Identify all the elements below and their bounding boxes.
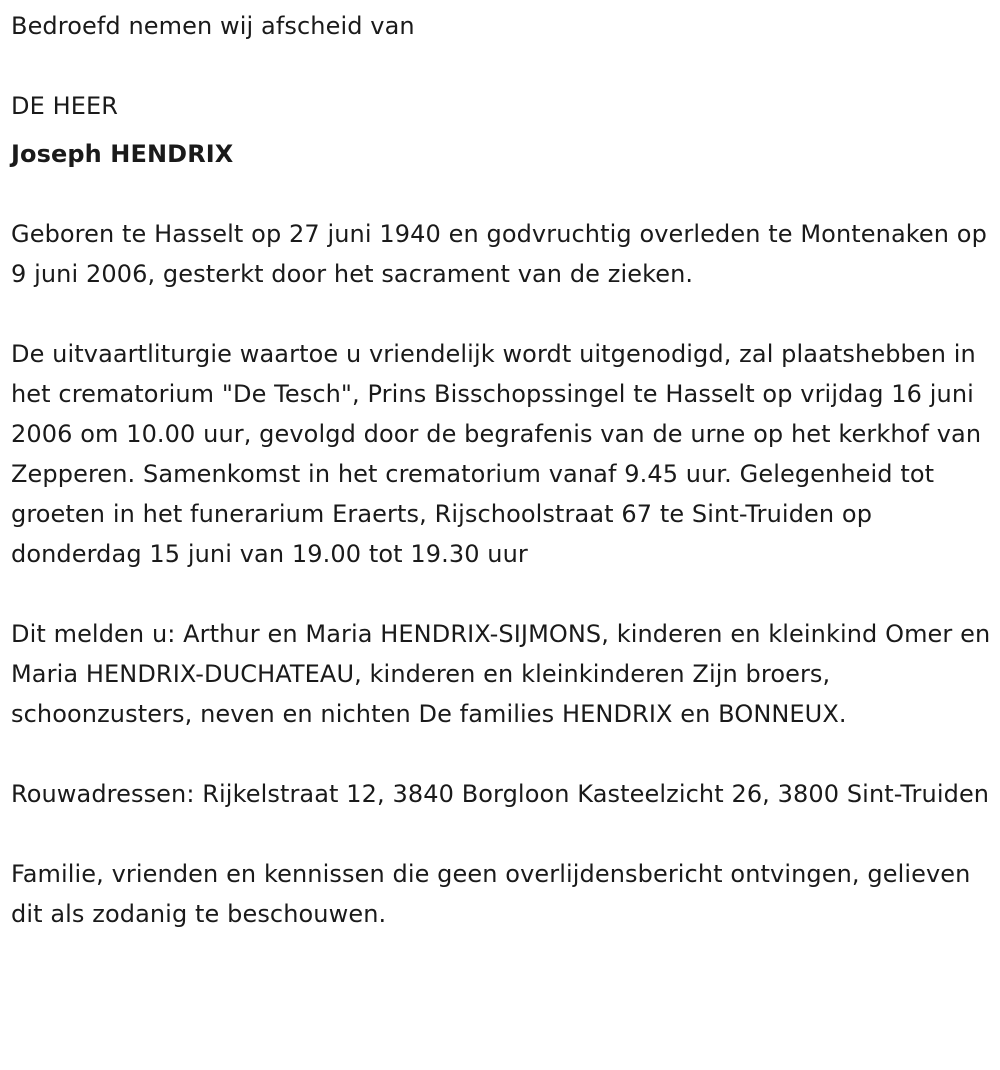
closing-paragraph: Familie, vrienden en kennissen die geen overlijdensbericht ontvingen, gelieven dit als zodanig te beschouwen. <box>11 860 971 928</box>
ceremony-paragraph: De uitvaartliturgie waartoe u vriendelijk wordt uitgenodigd, zal plaatshebben in het crematorium "De Tesch", Prins Bisschopssingel te Hasselt op vrijdag 16 juni 2006 om 10.00 uur, gevolgd door de begrafenis van de urne op het kerkhof van Zepperen. Samenkomst in het crematorium vanaf 9.45 uur. Gelegenheid tot groeten in het funerarium Eraerts, Rijschoolstraat 67 te Sint-Truiden op donderdag 15 juni van 19.00 tot 19.30 uur <box>11 340 982 568</box>
deceased-name: Joseph HENDRIX <box>11 140 234 168</box>
obituary-notice <box>11 6 993 934</box>
addresses-paragraph: Rouwadressen: Rijkelstraat 12, 3840 Borgloon Kasteelzicht 26, 3800 Sint-Truiden <box>11 780 990 808</box>
announced-by-paragraph: Dit melden u: Arthur en Maria HENDRIX-SIJMONS, kinderen en kleinkind Omer en Maria HENDRIX-DUCHATEAU, kinderen en kleinkinderen Zijn broers, schoonzusters, neven en nichten De families HENDRIX en BONNEUX. <box>11 620 991 728</box>
honorific: DE HEER <box>11 92 119 120</box>
intro-text: Bedroefd nemen wij afscheid van <box>11 12 415 40</box>
birth-death-paragraph: Geboren te Hasselt op 27 juni 1940 en godvruchtig overleden te Montenaken op 9 juni 2006, gesterkt door het sacrament van de zieken. <box>11 220 987 288</box>
